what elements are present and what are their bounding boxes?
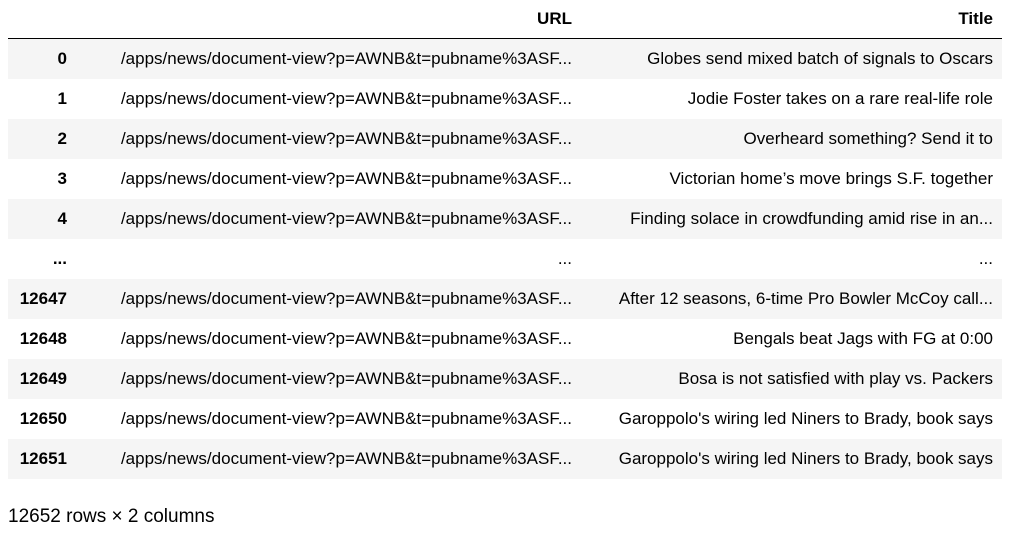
dataframe-shape-summary: 12652 rows × 2 columns [8, 506, 215, 527]
row-index: 3 [57, 168, 67, 188]
title-cell: Finding solace in crowdfunding amid rise in an... [630, 208, 993, 228]
row-index: 12647 [19, 288, 67, 308]
url-column-header: URL [76, 0, 581, 39]
row-index: 12650 [19, 408, 67, 428]
title-cell: Jodie Foster takes on a rare real-life role [687, 88, 993, 108]
table-row [8, 39, 1002, 79]
title-cell: Bengals beat Jags with FG at 0:00 [733, 328, 993, 348]
dataframe-table [8, 0, 1002, 479]
title-cell: After 12 seasons, 6-time Pro Bowler McCoy call... [618, 288, 993, 308]
table-row [8, 159, 1002, 199]
row-index: 12648 [19, 328, 67, 348]
title-cell: Garoppolo's wiring led Niners to Brady, book says [618, 408, 993, 428]
url-cell: /apps/news/document-view?p=AWNB&t=pubname%3ASF... [120, 288, 572, 308]
dataframe-output [8, 0, 1002, 479]
table-row [8, 319, 1002, 359]
url-cell: ... [557, 248, 572, 268]
row-index: 12649 [19, 368, 67, 388]
table-row [8, 359, 1002, 399]
table-row [8, 79, 1002, 119]
url-cell: /apps/news/document-view?p=AWNB&t=pubname%3ASF... [120, 408, 572, 428]
row-index: 12651 [19, 448, 67, 468]
url-cell: /apps/news/document-view?p=AWNB&t=pubname%3ASF... [120, 48, 572, 68]
title-cell: Bosa is not satisfied with play vs. Packers [678, 368, 993, 388]
table-row [8, 279, 1002, 319]
title-cell: ... [978, 248, 993, 268]
title-cell: Garoppolo's wiring led Niners to Brady, book says [618, 448, 993, 468]
row-index: 1 [57, 88, 67, 108]
url-cell: /apps/news/document-view?p=AWNB&t=pubname%3ASF... [120, 168, 572, 188]
row-index: ... [52, 248, 67, 268]
row-index: 4 [57, 208, 67, 228]
index-header [8, 0, 76, 39]
table-row [8, 439, 1002, 479]
row-index: 0 [57, 48, 67, 68]
header-row [8, 0, 1002, 39]
ellipsis-row [8, 239, 1002, 279]
url-cell: /apps/news/document-view?p=AWNB&t=pubname%3ASF... [120, 448, 572, 468]
url-cell: /apps/news/document-view?p=AWNB&t=pubname%3ASF... [120, 208, 572, 228]
title-cell: Overheard something? Send it to [743, 128, 993, 148]
url-cell: /apps/news/document-view?p=AWNB&t=pubname%3ASF... [120, 128, 572, 148]
table-row [8, 119, 1002, 159]
title-cell: Victorian home’s move brings S.F. together [669, 168, 993, 188]
url-cell: /apps/news/document-view?p=AWNB&t=pubname%3ASF... [120, 368, 572, 388]
title-cell: Globes send mixed batch of signals to Oscars [647, 48, 993, 68]
row-index: 2 [57, 128, 67, 148]
url-cell: /apps/news/document-view?p=AWNB&t=pubname%3ASF... [120, 328, 572, 348]
url-cell: /apps/news/document-view?p=AWNB&t=pubname%3ASF... [120, 88, 572, 108]
table-row [8, 199, 1002, 239]
title-column-header: Title [581, 0, 1002, 39]
table-row [8, 399, 1002, 439]
